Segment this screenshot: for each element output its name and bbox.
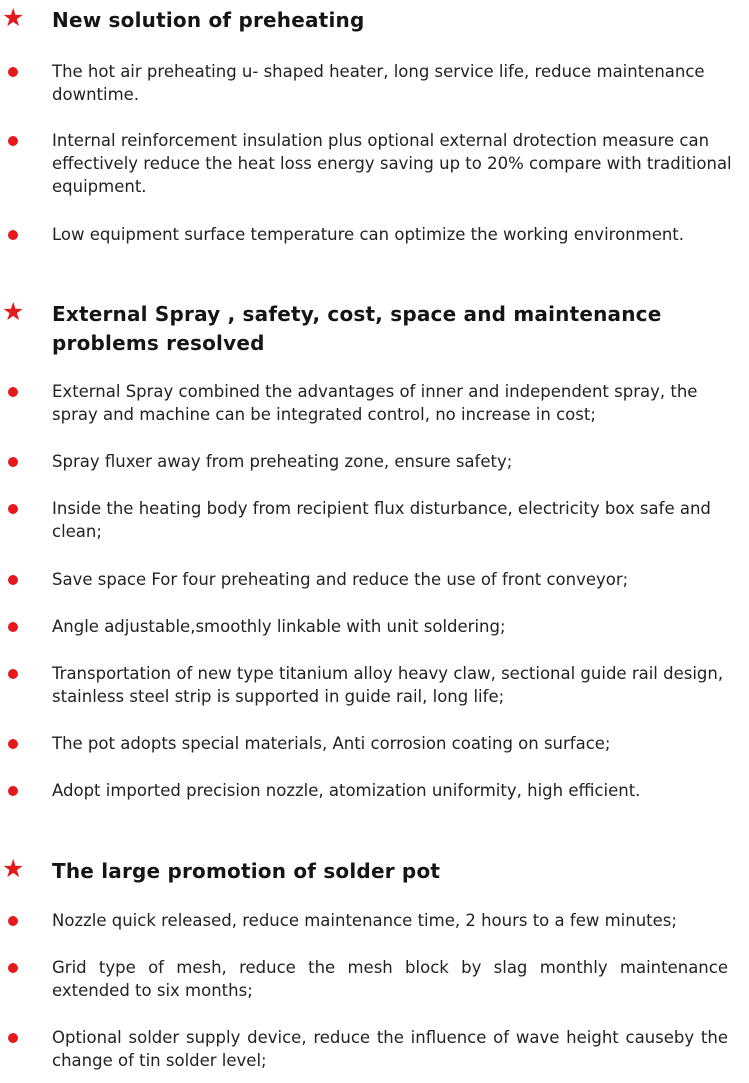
dot-icon <box>8 575 18 585</box>
list-item-text: Adopt imported precision nozzle, atomization uniformity, high efficient. <box>52 781 641 800</box>
list-item-text: Nozzle quick released, reduce maintenance time, 2 hours to a few minutes; <box>52 911 677 930</box>
list-item-text: The hot air preheating u- shaped heater, long service life, reduce maintenance downtime. <box>52 62 705 104</box>
dot-icon <box>8 504 18 514</box>
list-item-text: Low equipment surface temperature can optimize the working environment. <box>52 225 685 244</box>
dot-icon <box>8 786 18 796</box>
list-item-text: Save space For four preheating and reduce the use of front conveyor; <box>52 570 629 589</box>
list-item-text: Spray fluxer away from preheating zone, ensure safety; <box>52 452 513 471</box>
dot-icon <box>8 136 18 146</box>
dot-icon <box>8 739 18 749</box>
list-item-text: Transportation of new type titanium alloy heavy claw, sectional guide rail design, stainless steel strip is supported in guide rail, long life; <box>52 664 724 706</box>
dot-icon <box>8 963 18 973</box>
list-item-text: Angle adjustable,smoothly linkable with unit soldering; <box>52 617 506 636</box>
section-title: External Spray , safety, cost, space and maintenance problems resolved <box>52 302 662 355</box>
dot-icon <box>8 1033 18 1043</box>
list-item-text: External Spray combined the advantages of inner and independent spray, the spray and machine can be integrated control, no increase in cost; <box>52 382 698 424</box>
dot-icon <box>8 669 18 679</box>
list-item-text: The pot adopts special materials, Anti corrosion coating on surface; <box>52 734 611 753</box>
dot-icon <box>8 916 18 926</box>
list-item-text: Inside the heating body from recipient flux disturbance, electricity box safe and clean; <box>52 499 711 541</box>
dot-icon <box>8 387 18 397</box>
dot-icon <box>8 67 18 77</box>
star-icon: ★ <box>2 854 25 883</box>
dot-icon <box>8 230 18 240</box>
dot-icon <box>8 622 18 632</box>
list-item-text: Optional solder supply device, reduce the influence of wave height causeby the change of tin solder level; <box>52 1028 728 1070</box>
dot-icon <box>8 457 18 467</box>
star-icon: ★ <box>2 297 25 326</box>
star-icon: ★ <box>2 3 25 32</box>
list-item-text: Internal reinforcement insulation plus optional external drotection measure can effectively reduce the heat loss energy saving up to 20% compare with traditional equipment. <box>52 131 732 196</box>
section-title: The large promotion of solder pot <box>52 859 441 883</box>
list-item-text: Grid type of mesh, reduce the mesh block by slag monthly maintenance extended to six months; <box>52 958 728 1000</box>
section-title: New solution of preheating <box>52 8 365 32</box>
